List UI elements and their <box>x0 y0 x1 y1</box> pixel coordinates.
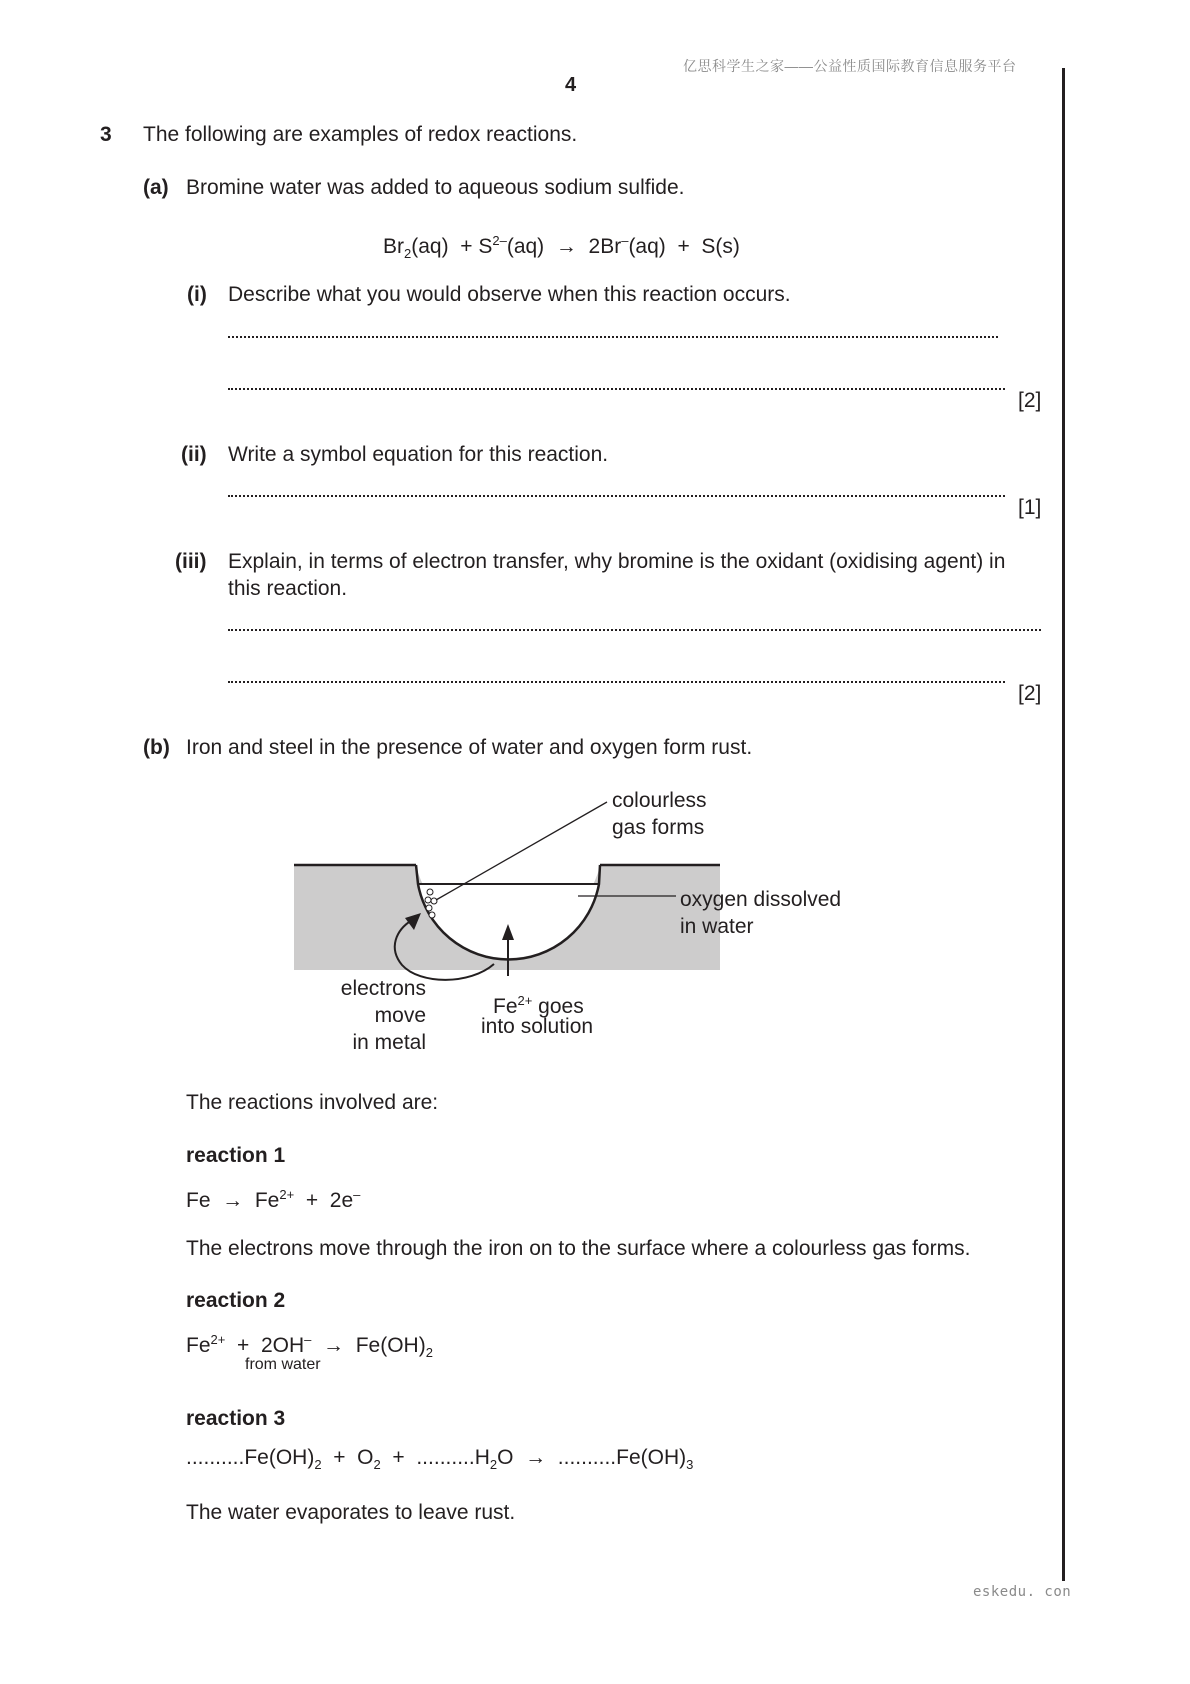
reaction-1-equation: $Fe \to Fe^{2+} + 2e^-$ <box>186 1187 361 1212</box>
question-intro: The following are examples of redox reactions. <box>143 123 578 146</box>
from-water-note: from water <box>245 1356 321 1373</box>
mark-i: [2] <box>1018 389 1042 412</box>
part-a-ii-text: Write a symbol equation for this reaction. <box>228 443 609 466</box>
bubble <box>425 897 431 903</box>
fe-label-1: $Fe^{2+}$ goes <box>493 993 584 1018</box>
reaction-3-equation[interactable]: $..........Fe(OH)_2 + O_2 + ..........H_2O \to ..........Fe(OH)_3$ <box>186 1446 694 1473</box>
bromine-equation: $Br_2(aq) + S^{2-}(aq) \to 2Br^-(aq) + S(s)$ <box>383 233 740 262</box>
reaction-2-equation: $Fe^{2+} + 2OH^- \to Fe(OH)_2$ <box>186 1332 433 1361</box>
watermark-bottom: eskedu. con <box>973 1584 1072 1600</box>
part-a-i-text: Describe what you would observe when this reaction occurs. <box>228 283 791 306</box>
bubble <box>427 889 433 895</box>
reaction-2-title: reaction 2 <box>186 1289 286 1312</box>
closing-text: The water evaporates to leave rust. <box>186 1501 516 1524</box>
part-b-text: Iron and steel in the presence of water and oxygen form rust. <box>186 736 753 759</box>
part-a-iii-text-1: Explain, in terms of electron transfer, why bromine is the oxidant (oxidising agent) in <box>228 550 1006 573</box>
fe-label-2: into solution <box>481 1015 594 1038</box>
watermark-top: 亿思科学生之家——公益性质国际教育信息服务平台 <box>683 58 1017 74</box>
oxygen-label-1: oxygen dissolved <box>680 888 842 911</box>
mark-iii: [2] <box>1018 682 1042 705</box>
part-a-ii-label: (ii) <box>181 443 207 466</box>
gas-label-2: gas forms <box>612 816 705 839</box>
question-number: 3 <box>100 123 112 146</box>
bubble <box>431 898 437 904</box>
page-number: 4 <box>565 74 577 96</box>
oxygen-label-2: in water <box>680 915 754 938</box>
bubble <box>429 912 435 918</box>
reaction-3-title: reaction 3 <box>186 1407 286 1430</box>
mark-ii: [1] <box>1018 496 1042 519</box>
part-a-label: (a) <box>143 176 169 199</box>
electrons-label-1: electrons <box>340 977 426 1000</box>
part-a-i-label: (i) <box>187 283 207 306</box>
part-a-iii-label: (iii) <box>175 550 207 573</box>
part-b-label: (b) <box>143 736 170 759</box>
gas-label-1: colourless <box>612 789 707 812</box>
reaction-1-title: reaction 1 <box>186 1144 286 1167</box>
bubble <box>426 905 432 911</box>
part-a-text: Bromine water was added to aqueous sodium sulfide. <box>186 176 685 199</box>
reactions-intro: The reactions involved are: <box>186 1091 439 1114</box>
electrons-text: The electrons move through the iron on to the surface where a colourless gas forms. <box>186 1237 971 1260</box>
electrons-label-2: move <box>374 1004 426 1027</box>
electrons-label-3: in metal <box>352 1031 426 1054</box>
part-a-iii-text-2: this reaction. <box>228 577 348 600</box>
